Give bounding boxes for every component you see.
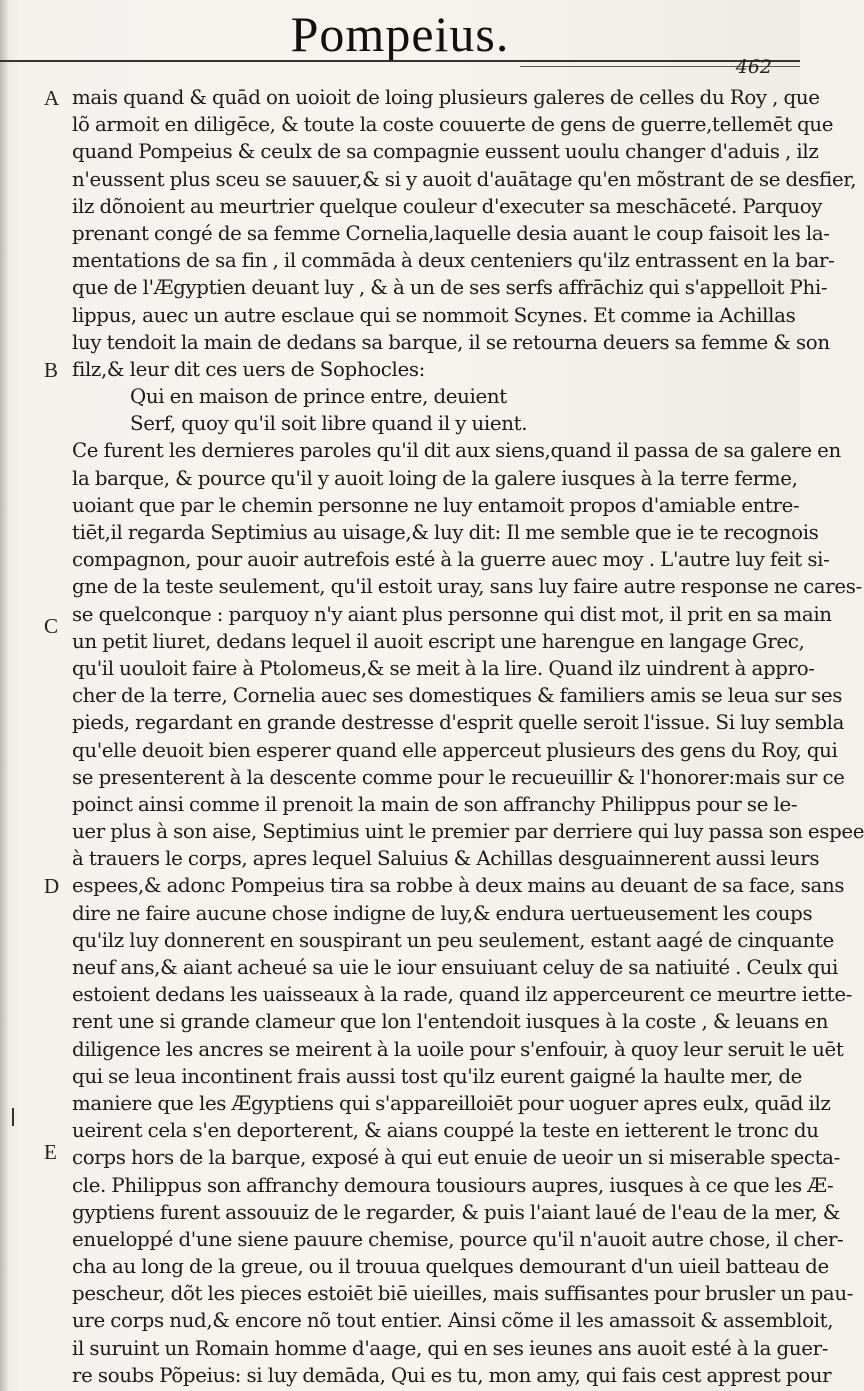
text-line: poinct ainsi comme il prenoit la main de son affranchy Philippus pour se le- xyxy=(72,792,798,816)
text-line: cher de la terre, Cornelia auec ses domestiques & familiers amis se leua sur ses xyxy=(72,684,843,708)
text-line: ure corps nud,& encore nõ tout entier. Ainsi cõme il les amassoit & assembloit, xyxy=(72,1309,834,1333)
text-line: compagnon, pour auoir autrefois esté à la guerre auec moy . L'autre luy feit si- xyxy=(72,548,830,572)
text-line: cha au long de la greue, ou il trouua quelques demourant d'un uieil batteau de xyxy=(72,1255,829,1279)
text-line: gne de la teste seulement, qu'il estoit uray, sans luy faire autre response ne cares- xyxy=(72,575,862,599)
text-line: lõ armoit en diligēce, & toute la coste couuerte de gens de guerre,tellemēt que xyxy=(72,113,834,137)
text-line: quand Pompeius & ceulx de sa compagnie eussent uoulu changer d'aduis , ilz xyxy=(72,140,819,164)
text-line: ilz dõnoient au meurtrier quelque couleur d'executer sa meschāceté. Parquoy xyxy=(72,194,823,218)
text-line: filz,& leur dit ces uers de Sophocles: xyxy=(72,357,425,381)
text-line: n'eussent plus sceu se sauuer,& si y auoit d'auātage qu'en mõstrant de se desfier, xyxy=(72,167,857,191)
text-line: ueirent cela s'en deporterent, & aians couppé la teste en ietterent le tronc du xyxy=(72,1119,819,1143)
header-rule xyxy=(0,60,800,62)
text-line: que de l'Ægyptien deuant luy , & à un de ses serfs affrāchiz qui s'appelloit Phi- xyxy=(72,276,828,300)
text-line: maniere que les Ægyptiens qui s'appareilloiēt pour uoguer apres eulx, quād ilz xyxy=(72,1091,831,1115)
running-title: Pompeius. xyxy=(290,6,510,62)
text-line: enueloppé d'une siene pauure chemise, pource qu'il n'auoit autre chose, il cher- xyxy=(72,1227,844,1251)
text-line: se presenterent à la descente comme pour le recueuillir & l'honorer:mais sur ce xyxy=(72,765,845,789)
margin-letter-e: E xyxy=(44,1140,57,1164)
binding-mark xyxy=(12,1108,20,1126)
text-line: espees,& adonc Pompeius tira sa robbe à deux mains au deuant de sa face, sans xyxy=(72,874,845,898)
text-line: la barque, & pource qu'il y auoit loing de la galere iusques à la terre ferme, xyxy=(72,466,798,490)
gutter-shadow xyxy=(0,0,8,1391)
text-line: à trauers le corps, apres lequel Saluius & Achillas desguainnerent aussi leurs xyxy=(72,847,820,871)
text-line: qu'il uouloit faire à Ptolomeus,& se meit à la lire. Quand ilz uindrent à appro- xyxy=(72,656,815,680)
text-line: il suruint un Romain homme d'aage, qui en ses ieunes ans auoit esté à la guer- xyxy=(72,1336,829,1360)
text-line: uer plus à son aise, Septimius uint le premier par derriere qui luy passa son espee xyxy=(72,820,864,844)
page-number: 462 xyxy=(735,56,772,78)
body-text xyxy=(72,84,864,1389)
text-line: dire ne faire aucune chose indigne de luy,& endura uertueusement les coups xyxy=(72,901,813,925)
text-line: se quelconque : parquoy n'y aiant plus personne qui dist mot, il prit en sa main xyxy=(72,602,832,626)
text-line: tiēt,il regarda Septimius au uisage,& luy dit: Il me semble que ie te recognois xyxy=(72,521,819,544)
text-line: rent une si grande clameur que lon l'entendoit iusques à la coste , & leuans en xyxy=(72,1010,829,1034)
text-line: estoient dedans les uaisseaux à la rade, quand ilz apperceurent ce meurtre iette- xyxy=(72,983,853,1007)
text-line: corps hors de la barque, exposé à qui eut enuie de ueoir un si miserable specta- xyxy=(72,1146,840,1170)
margin-letter-b: B xyxy=(44,358,59,382)
verse-line: Serf, quoy qu'il soit libre quand il y uient. xyxy=(130,412,528,436)
text-line: gyptiens furent assouuiz de le regarder, & puis l'aiant laué de l'eau de la mer, & xyxy=(72,1200,840,1224)
verse-line: Qui en maison de prince entre, deuient xyxy=(130,385,507,409)
text-line: diligence les ancres se meirent à la uoile pour s'enfouir, à quoy leur seruit le uēt xyxy=(72,1037,844,1061)
text-line: pescheur, dõt les pieces estoiēt biē uieilles, mais suffisantes pour brusler un pau- xyxy=(72,1282,854,1306)
text-line: cle. Philippus son affranchy demoura tousiours aupres, iusques à ce que les Æ- xyxy=(72,1173,834,1197)
margin-letter-a: A xyxy=(44,86,60,110)
text-line: qui se leua incontinent frais aussi tost qu'ilz eurent gaigné la haulte mer, de xyxy=(72,1064,803,1088)
text-line: qu'ilz luy donnerent en souspirant un peu seulement, estant aagé de cinquante xyxy=(72,928,834,952)
text-line: qu'elle deuoit bien esperer quand elle apperceut plusieurs des gens du Roy, qui xyxy=(72,738,838,762)
text-line: neuf ans,& aiant acheué sa uie le iour ensuiuant celuy de sa natiuité . Ceulx qui xyxy=(72,956,838,979)
margin-letter-c: C xyxy=(44,614,59,638)
margin-letter-d: D xyxy=(44,874,60,898)
text-line: lippus, auec un autre esclaue qui se nommoit Scynes. Et comme ia Achillas xyxy=(72,303,796,327)
text-line: pieds, regardant en grande destresse d'esprit quelle seroit l'issue. Si luy sembla xyxy=(72,711,845,735)
text-line: luy tendoit la main de dedans sa barque, il se retourna deuers sa femme & son xyxy=(72,330,830,354)
text-line: re soubs Põpeius: si luy demāda, Qui es tu, mon amy, qui fais cest apprest pour xyxy=(72,1363,832,1387)
text-line: Ce furent les dernieres paroles qu'il dit aux siens,quand il passa de sa galere en xyxy=(72,439,841,463)
text-line: mais quand & quād on uoioit de loing plusieurs galeres de celles du Roy , que xyxy=(72,86,820,109)
text-line: un petit liuret, dedans lequel il auoit escript une harengue en langage Grec, xyxy=(72,629,805,653)
text-line: uoiant que par le chemin personne ne luy entamoit propos d'amiable entre- xyxy=(72,493,800,517)
text-line: mentations de sa fin , il commāda à deux centeniers qu'ilz entrassent en la bar- xyxy=(72,249,835,273)
text-line: prenant congé de sa femme Cornelia,laquelle desia auant le coup faisoit les la- xyxy=(72,221,830,245)
